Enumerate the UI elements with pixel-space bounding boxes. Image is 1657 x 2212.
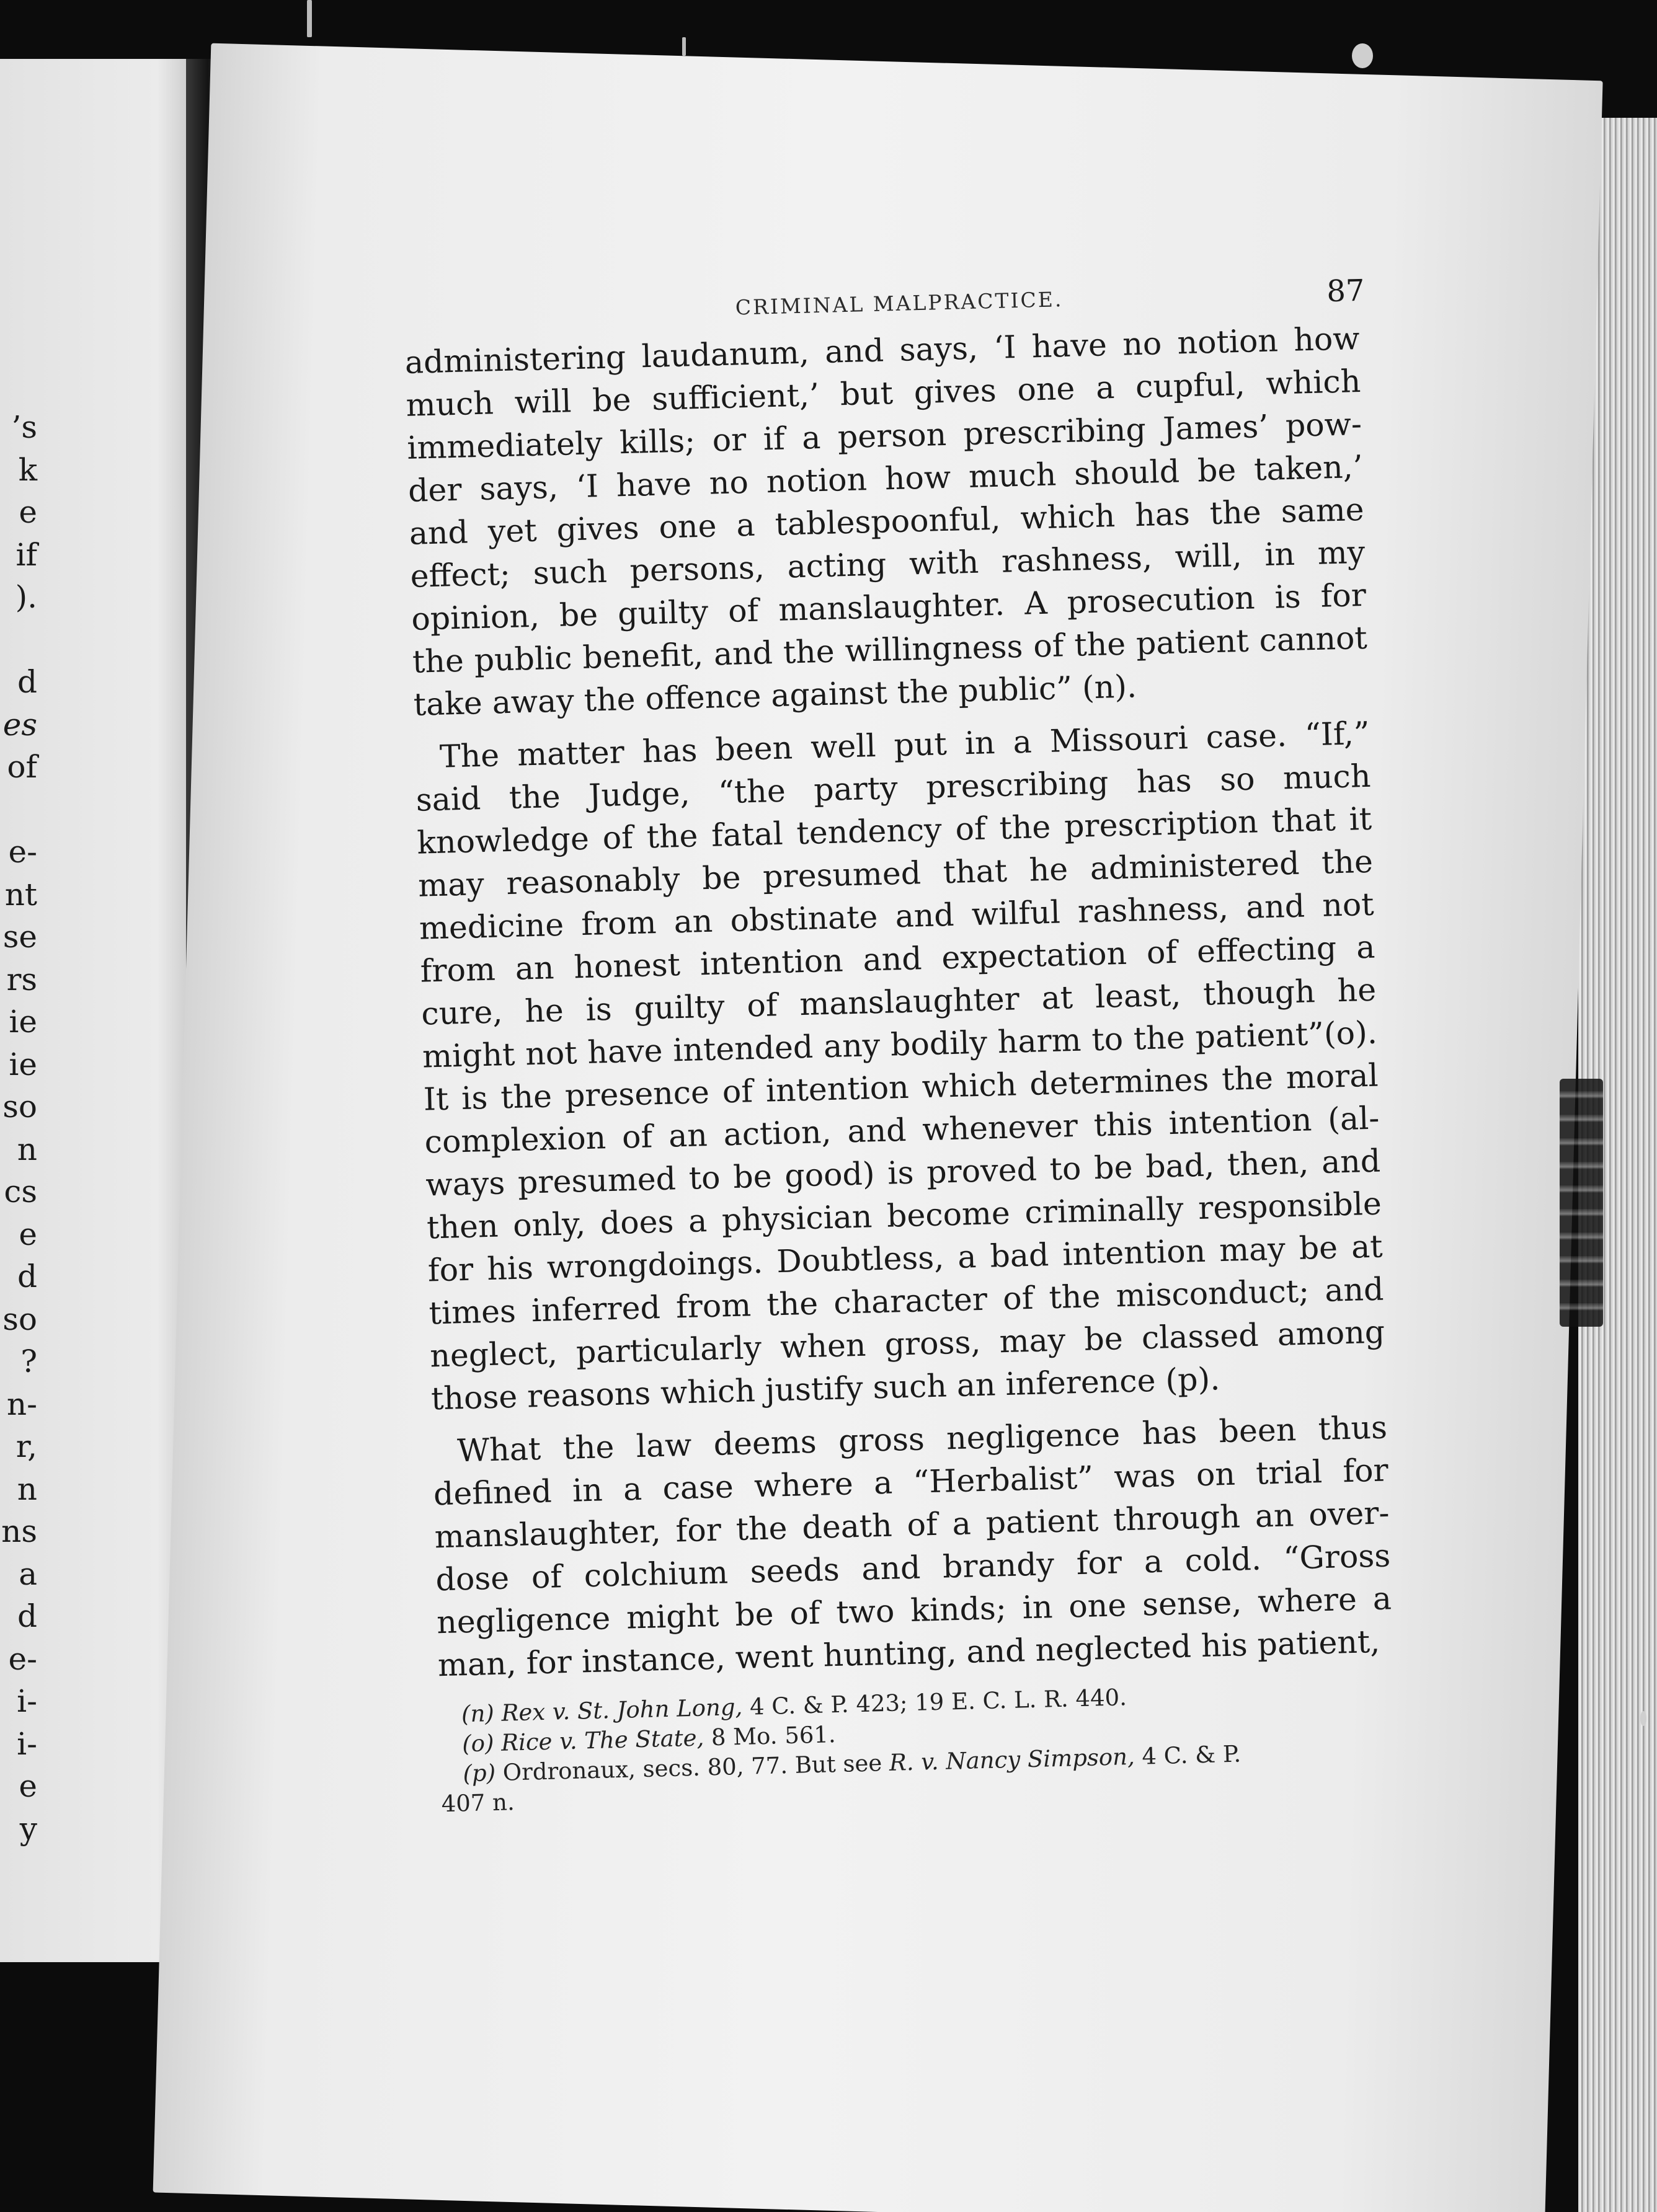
text-line: for his wrongdoings. Doubtless, a bad intention may be at xyxy=(427,1228,1384,1289)
text-line: medicine from an obstinate and wilful rashness, and not xyxy=(419,885,1375,947)
text-line: effect; such persons, acting with rashness, will, in my xyxy=(409,533,1366,595)
footnote-text: Ordronaux, secs. 80, 77. But see xyxy=(502,1750,882,1786)
text-line: immediately kills; or if a person prescribing James’ pow- xyxy=(406,405,1362,466)
footnote-mark: (n) xyxy=(461,1700,495,1728)
left-page-fragment: e- xyxy=(8,834,37,870)
left-page-fragment xyxy=(0,619,37,661)
left-page-fragment: d xyxy=(17,664,37,700)
left-page-fragment: e xyxy=(19,1768,37,1804)
left-page-fragment: r, xyxy=(16,1428,37,1464)
left-page-fragment: k xyxy=(18,451,37,488)
footnote-citation: 8 Mo. 561. xyxy=(711,1721,837,1751)
footnote-case: Rex v. St. John Long, xyxy=(501,1693,743,1727)
running-head-title: CRIMINAL MALPRACTICE. xyxy=(735,287,1064,320)
text-line: neglect, particularly when gross, may be classed among xyxy=(429,1313,1385,1374)
left-page-fragment: ie xyxy=(9,1004,37,1040)
footnote-case: Rice v. The State, xyxy=(500,1724,704,1756)
text-line: the public benefit, and the willingness of the patient cannot xyxy=(412,619,1368,680)
left-page-fragment: ie xyxy=(9,1046,37,1082)
left-page-fragment: of xyxy=(7,749,37,785)
page-text-block xyxy=(403,267,1397,1819)
left-page-fragment: cs xyxy=(4,1174,37,1210)
left-page-fragment xyxy=(0,789,37,831)
paragraph xyxy=(404,317,1369,726)
left-page-fragment: so xyxy=(2,1089,37,1125)
left-page-fragment: ). xyxy=(15,579,37,615)
page-number: 87 xyxy=(1326,273,1366,309)
text-line: administering laudanum, and says, ‘I have no notion how xyxy=(404,320,1361,381)
left-page-fragment: n- xyxy=(6,1386,37,1422)
footnote-citation: 4 C. & P. 423; 19 E. C. L. R. 440. xyxy=(749,1684,1127,1720)
paragraph xyxy=(432,1405,1393,1686)
left-page-fragment: nt xyxy=(4,876,37,913)
text-line: those reasons which justify such an inference (p). xyxy=(430,1360,1220,1417)
text-line: from an honest intention and expectation of effecting a xyxy=(420,928,1375,989)
footnote-case: R. v. Nancy Simpson, xyxy=(889,1743,1135,1776)
text-line: knowledge of the fatal tendency of the prescription that it xyxy=(416,800,1372,861)
paragraph xyxy=(414,712,1386,1420)
left-page-fragment: ’s xyxy=(11,409,37,445)
left-page-fragment: n xyxy=(17,1131,37,1167)
footnote-mark: (o) xyxy=(461,1730,494,1758)
left-page-fragment: e xyxy=(19,1216,37,1252)
footnotes xyxy=(439,1676,1397,1819)
text-line: cure, he is guilty of manslaughter at least, though he xyxy=(420,971,1377,1032)
footnote-citation: 4 C. & P. xyxy=(1141,1740,1242,1770)
text-line: negligence might be of two kinds; in one sense, where a xyxy=(436,1580,1392,1641)
text-line: man, for instance, went hunting, and neglected his patient, xyxy=(437,1622,1380,1684)
text-line: opinion, be guilty of manslaughter. A prosecution is for xyxy=(411,576,1367,637)
text-line: What the law deems gross negligence has been thus xyxy=(456,1409,1388,1469)
text-line: said the Judge, “the party prescribing has so much xyxy=(415,757,1372,818)
text-line: may reasonably be presumed that he administered the xyxy=(417,843,1374,904)
text-line: and yet gives one a tablespoonful, which has the same xyxy=(409,490,1365,552)
left-page-fragment: es xyxy=(2,706,37,743)
left-page-fragment: rs xyxy=(6,961,37,998)
left-page-fragment: e- xyxy=(8,1640,37,1677)
left-page-fragment: se xyxy=(2,919,37,955)
text-line: It is the presence of intention which determines the moral xyxy=(423,1056,1379,1118)
left-page-fragment: e xyxy=(19,494,37,530)
text-line: ways presumed to be good) is proved to be bad, then, and xyxy=(425,1142,1381,1203)
fore-edge-mark xyxy=(1560,1079,1603,1327)
text-line: then only, does a physician become criminally responsible xyxy=(426,1185,1382,1246)
left-page-fragment: d xyxy=(17,1598,37,1634)
left-page-fragment: a xyxy=(19,1555,37,1592)
text-line: dose of colchium seeds and brandy for a cold. “Gross xyxy=(435,1537,1391,1598)
text-line: might not have intended any bodily harm to the patient”(o). xyxy=(422,1014,1378,1075)
text-line: defined in a case where a “Herbalist” was on trial for xyxy=(433,1451,1389,1513)
left-page-fragment: if xyxy=(16,536,37,573)
footnote-mark: (p) xyxy=(462,1759,496,1787)
text-line: manslaughter, for the death of a patient through an over- xyxy=(434,1494,1390,1555)
footnote-citation-continued: 407 n. xyxy=(441,1789,515,1818)
left-page-fragment: ns xyxy=(1,1513,37,1549)
text-line: complexion of an action, and whenever this intention (al- xyxy=(424,1099,1380,1161)
left-page-fragment: d xyxy=(17,1259,37,1294)
text-line: times inferred from the character of the misconduct; and xyxy=(428,1270,1384,1332)
left-page-text-fragments xyxy=(0,406,37,1850)
left-page-fragment: n xyxy=(17,1471,37,1507)
text-line: The matter has been well put in a Missouri case. “If,” xyxy=(439,714,1370,775)
text-line: take away the offence against the public” (n). xyxy=(413,668,1137,723)
left-page-fragment: y xyxy=(19,1810,37,1847)
left-page-fragment: ? xyxy=(20,1343,37,1379)
text-line: much will be sufficient,’ but gives one a cupful, which xyxy=(405,362,1361,423)
left-page-fragment: i- xyxy=(17,1725,37,1762)
left-page-fragment: so xyxy=(2,1301,37,1337)
text-line: der says, ‘I have no notion how much should be taken,’ xyxy=(407,448,1364,509)
left-page-fragment: i- xyxy=(17,1683,37,1719)
